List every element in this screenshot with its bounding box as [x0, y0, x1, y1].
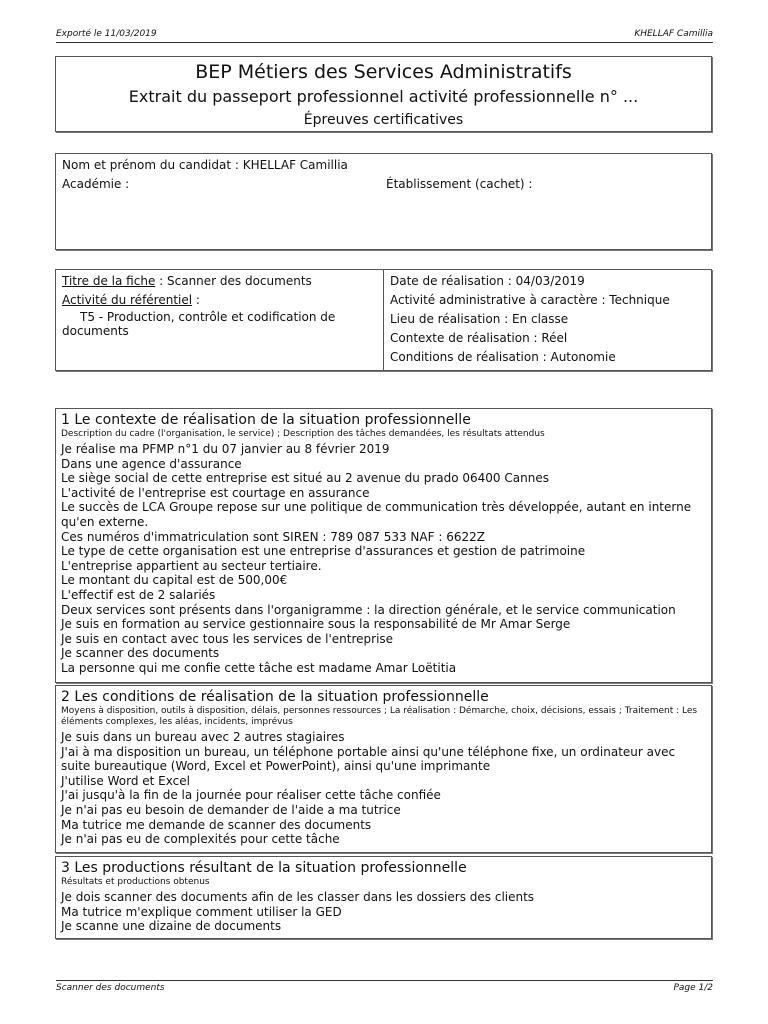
- section-1-lines: [61, 442, 706, 676]
- section-3-lines: [61, 890, 706, 934]
- list-item: Le succès de LCA Groupe repose sur une politique de communication très développée, autant en interne qu'en externe.: [61, 500, 692, 529]
- list-item: Je suis en contact avec tous les services de l'entreprise: [61, 631, 394, 646]
- list-item: Ma tutrice me demande de scanner des documents: [61, 817, 372, 832]
- list-item: L'activité de l'entreprise est courtage en assurance: [61, 485, 370, 500]
- section-1-description: Description du cadre (l'organisation, le service) ; Description des tâches demandées, les résultats attendus: [61, 429, 545, 439]
- page-footer: [56, 980, 713, 994]
- section-productions: [55, 856, 712, 939]
- activity-info-right: [384, 270, 711, 370]
- header-candidate-name: KHELLAF Camillia: [634, 29, 713, 39]
- etablissement-label: Établissement (cachet) :: [386, 177, 533, 191]
- list-item: Ma tutrice m'explique comment utiliser la GED: [61, 904, 342, 919]
- list-item: Deux services sont présents dans l'organigramme : la direction générale, et le service communication: [61, 602, 676, 617]
- referentiel-value: T5 - Production, contrôle et codification de documents: [62, 310, 336, 338]
- referentiel-separator: :: [192, 293, 200, 307]
- section-3-description: Résultats et productions obtenus: [61, 877, 210, 887]
- activite-administrative: Activité administrative à caractère : Technique: [390, 293, 670, 307]
- list-item: Je suis en formation au service gestionnaire sous la responsabilité de Mr Amar Serge: [61, 617, 571, 632]
- fiche-title-value: : Scanner des documents: [155, 274, 312, 288]
- list-item: Je scanner des documents: [61, 646, 220, 661]
- contexte-realisation: Contexte de réalisation : Réel: [390, 331, 568, 345]
- list-item: Je n'ai pas eu besoin de demander de l'aide a ma tutrice: [61, 802, 401, 817]
- page-header: [56, 29, 713, 43]
- conditions-realisation: Conditions de réalisation : Autonomie: [390, 350, 616, 364]
- referentiel-label: Activité du référentiel: [62, 293, 193, 307]
- list-item: Je n'ai pas eu de complexités pour cette tâche: [61, 832, 340, 847]
- list-item: L'entreprise appartient au secteur tertiaire.: [61, 558, 322, 573]
- section-contexte: [55, 408, 712, 683]
- section-conditions: [55, 685, 712, 853]
- section-2-description: Moyens à disposition, outils à disposition, délais, personnes ressources ; La réalisation : Démarche, choix, décisions, essais ; Traitement : Les éléments complexes, les aléas, incidents, imprévus: [61, 706, 698, 727]
- list-item: Le type de cette organisation est une entreprise d'assurances et gestion de patrimoine: [61, 544, 586, 559]
- list-item: La personne qui me confie cette tâche est madame Amar Loëtitia: [61, 660, 457, 675]
- lieu-realisation: Lieu de réalisation : En classe: [390, 312, 569, 326]
- date-realisation: Date de réalisation : 04/03/2019: [390, 274, 585, 288]
- candidate-box: [55, 153, 712, 250]
- list-item: Le montant du capital est de 500,00€: [61, 573, 288, 588]
- activity-info-box: [55, 269, 712, 371]
- activity-info-left: [56, 270, 384, 370]
- list-item: L'effectif est de 2 salariés: [61, 587, 216, 602]
- list-item: Je réalise ma PFMP n°1 du 07 janvier au 8 février 2019: [61, 442, 390, 456]
- list-item: Je scanne une dizaine de documents: [61, 919, 282, 934]
- document-subtitle: Extrait du passeport professionnel activité professionnelle n° ...: [128, 87, 639, 106]
- list-item: J'ai à ma disposition un bureau, un téléphone portable ainsi qu'une téléphone fixe, un ordinateur avec suite bureautique (Word, Excel et PowerPoint), ainsi qu'une imprimante: [61, 744, 676, 774]
- list-item: Dans une agence d'assurance: [61, 456, 242, 471]
- section-2-lines: [61, 730, 706, 847]
- list-item: Ces numéros d'immatriculation sont SIREN : 789 087 533 NAF : 6622Z: [61, 529, 485, 544]
- document-title: BEP Métiers des Services Administratifs: [195, 61, 572, 83]
- fiche-title-row: [62, 274, 377, 289]
- document-subtitle-2: Épreuves certificatives: [303, 112, 464, 128]
- list-item: Le siège social de cette entreprise est situé au 2 avenue du prado 06400 Cannes: [61, 471, 549, 486]
- section-3-title: 3 Les productions résultant de la situation professionnelle: [61, 860, 467, 876]
- list-item: J'utilise Word et Excel: [61, 773, 190, 788]
- candidate-name: Nom et prénom du candidat : KHELLAF Camillia: [62, 158, 348, 172]
- section-1-title: 1 Le contexte de réalisation de la situation professionnelle: [61, 412, 471, 428]
- page-number: Page 1/2: [673, 983, 713, 993]
- footer-document-title: Scanner des documents: [56, 983, 165, 993]
- fiche-title-label: Titre de la fiche: [62, 274, 156, 288]
- list-item: Je suis dans un bureau avec 2 autres stagiaires: [61, 730, 345, 744]
- list-item: Je dois scanner des documents afin de les classer dans les dossiers des clients: [61, 890, 535, 904]
- academie-label: Académie :: [62, 177, 130, 191]
- referentiel-row: [62, 293, 377, 308]
- section-2-title: 2 Les conditions de réalisation de la situation professionnelle: [61, 689, 489, 705]
- title-box: [55, 56, 712, 132]
- list-item: J'ai jusqu'à la fin de la journée pour réaliser cette tâche confiée: [61, 788, 441, 803]
- export-date: Exporté le 11/03/2019: [56, 29, 157, 39]
